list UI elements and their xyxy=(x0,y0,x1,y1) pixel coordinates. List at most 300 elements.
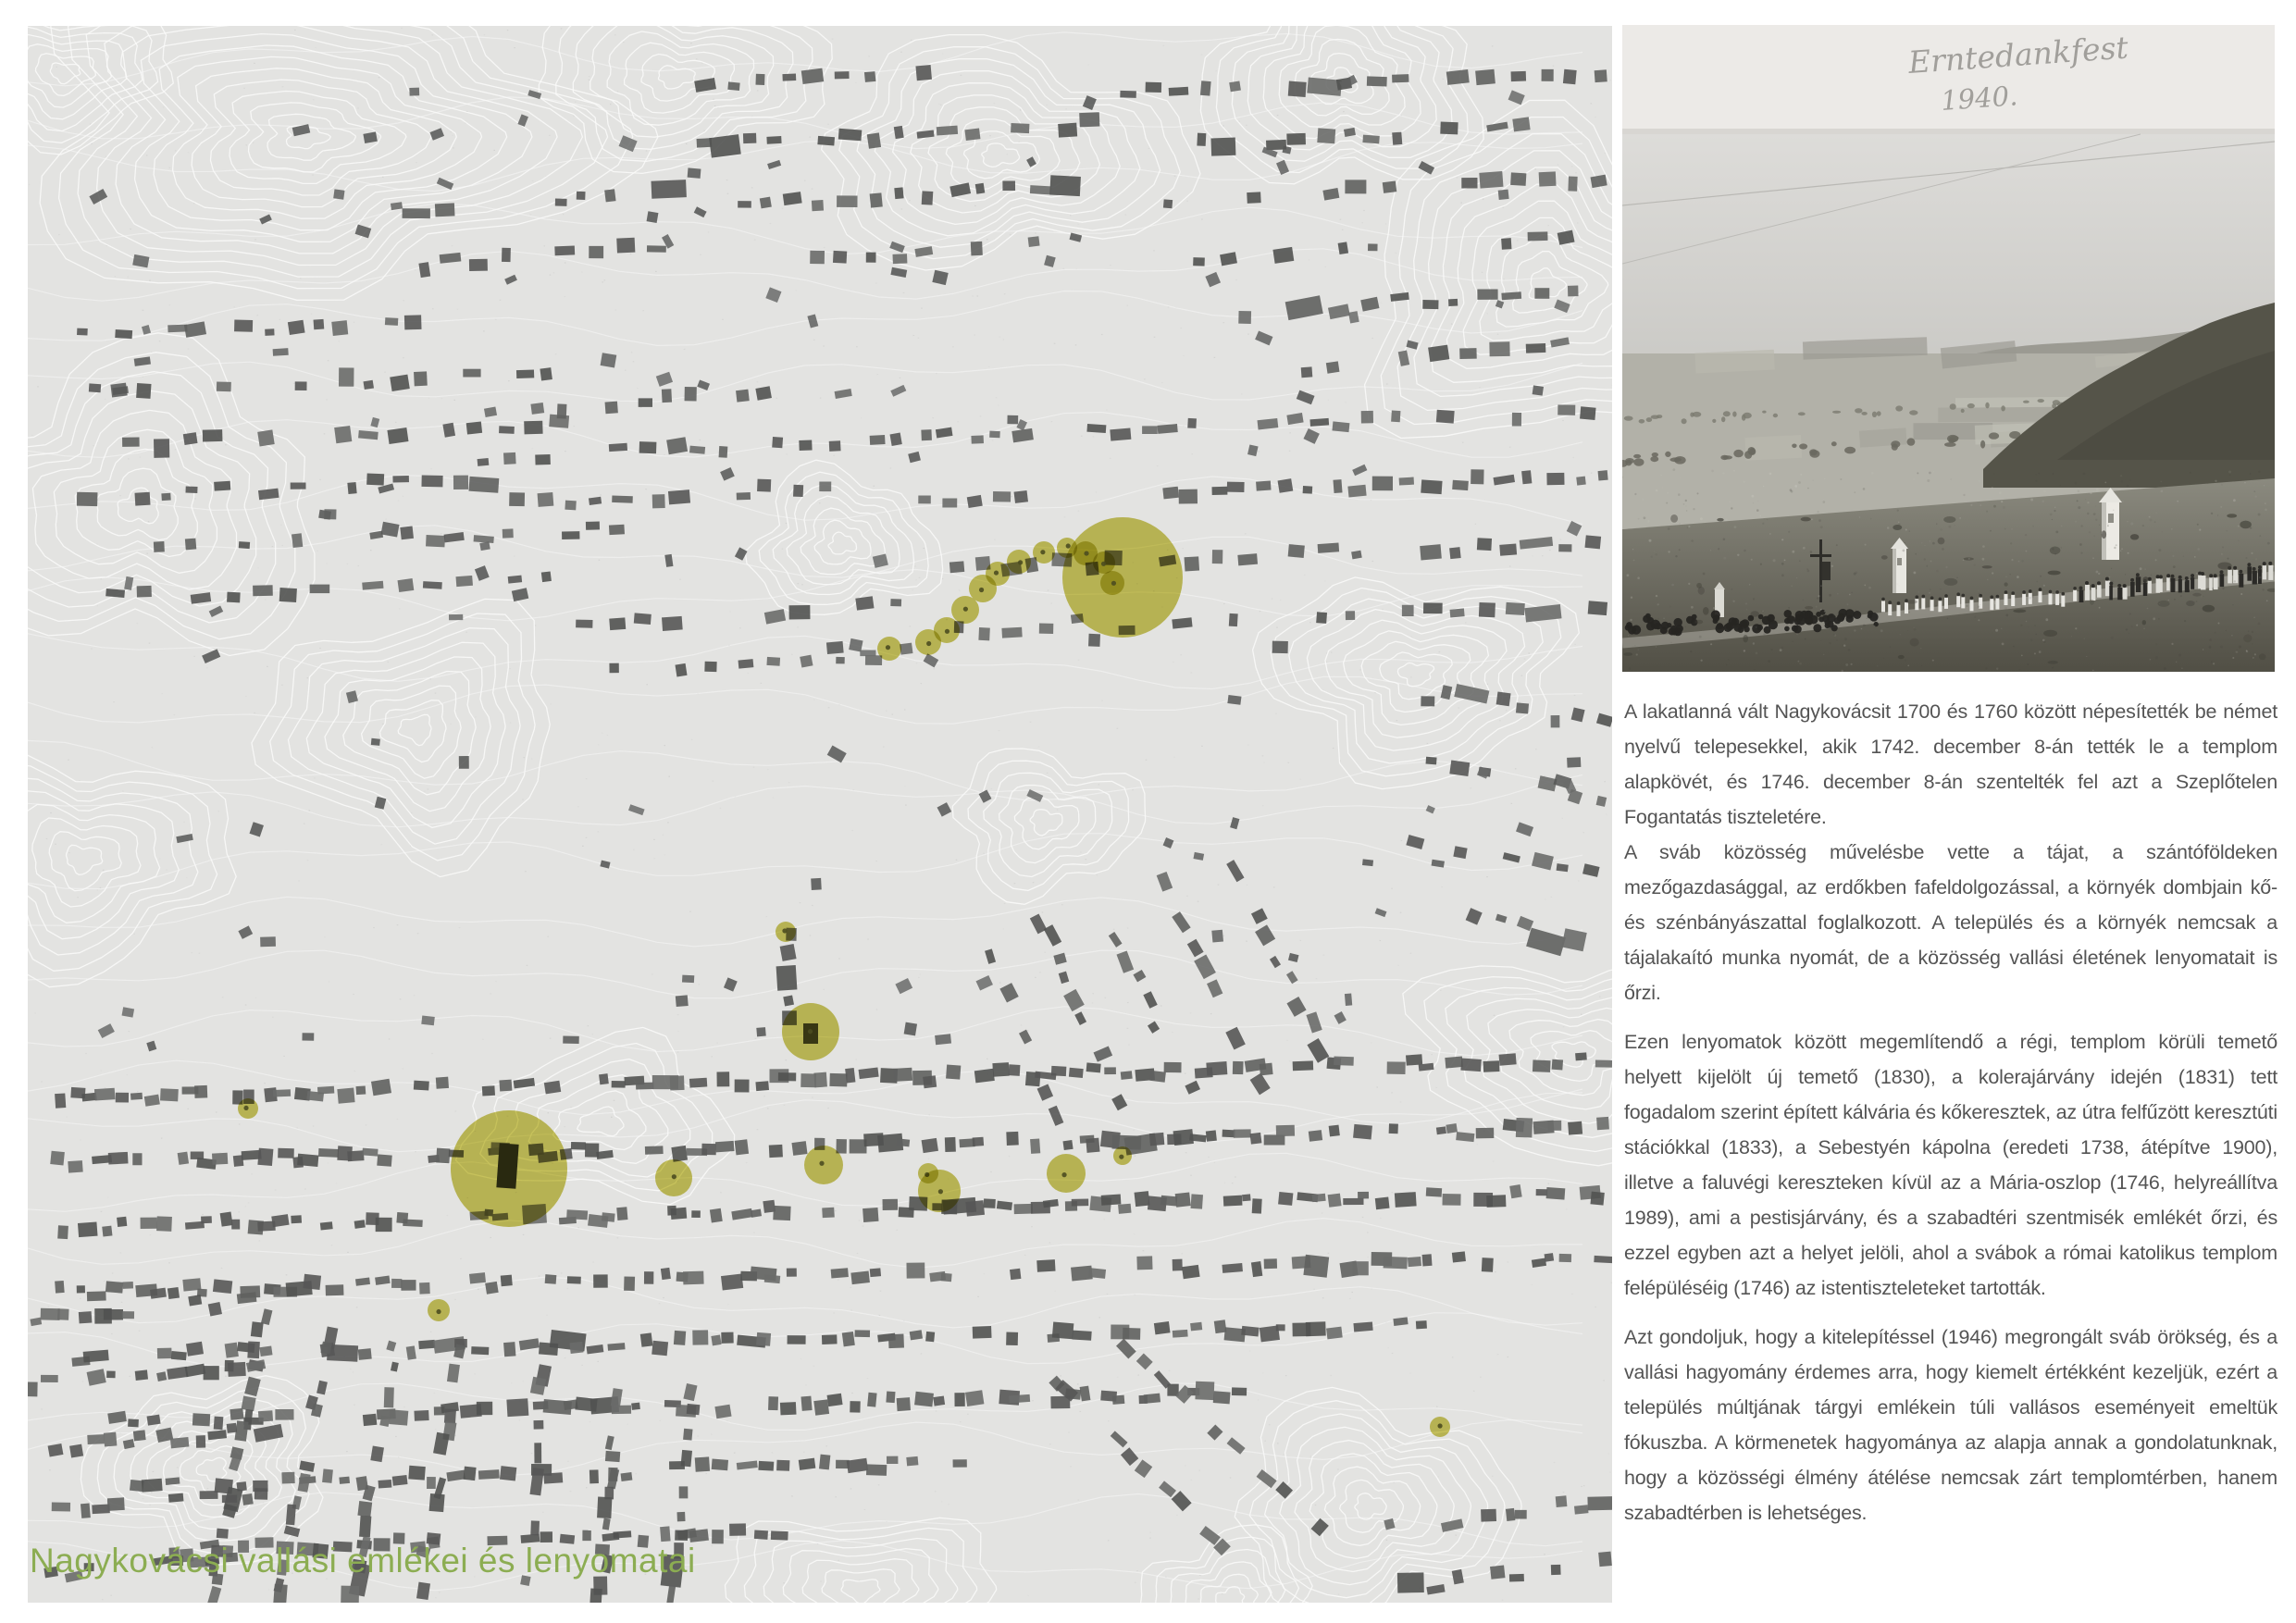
building xyxy=(1595,1060,1612,1068)
building xyxy=(363,1414,377,1426)
building xyxy=(1014,490,1028,503)
building xyxy=(482,1085,495,1096)
building xyxy=(1551,715,1560,727)
building xyxy=(102,1226,112,1237)
building xyxy=(87,1434,105,1444)
paragraph-swabian-community: A sváb közösség művelésbe vette a tájat, a szántóföldeken mezőgazdasággal, az erdőkben fafeldolgozással, a környék dombjain kő- és szénbányászattal foglalkozott. A település és a környék nemcsak a tájalakaító munka nyomát, de a közösség vallási életének lenyomatait is őrzi. xyxy=(1624,841,2277,1004)
building xyxy=(1110,427,1131,440)
building xyxy=(333,189,344,199)
building xyxy=(466,421,482,434)
building xyxy=(813,1072,827,1088)
building xyxy=(1195,1381,1214,1400)
building xyxy=(670,1075,685,1090)
building xyxy=(156,1216,172,1231)
building xyxy=(593,1274,608,1287)
building xyxy=(392,1475,408,1486)
building xyxy=(1446,69,1470,85)
building xyxy=(1506,1508,1515,1521)
building xyxy=(783,996,794,1007)
building xyxy=(194,1085,207,1098)
wayside-chapel-mid xyxy=(1891,538,1908,593)
building xyxy=(563,1036,579,1045)
building xyxy=(1009,1394,1030,1404)
marker-center-dot xyxy=(938,1189,943,1194)
building xyxy=(1501,291,1521,300)
building xyxy=(1421,696,1434,706)
building xyxy=(757,479,771,492)
building xyxy=(773,1206,790,1220)
building xyxy=(644,1271,653,1284)
building xyxy=(1551,1565,1561,1575)
building xyxy=(1542,69,1554,81)
building xyxy=(533,1420,543,1430)
building xyxy=(799,440,812,451)
building xyxy=(1574,1505,1589,1514)
building xyxy=(421,475,442,487)
building xyxy=(341,1586,359,1603)
building xyxy=(1552,1059,1563,1071)
building xyxy=(281,1472,294,1484)
marker-center-dot xyxy=(436,1309,441,1314)
building xyxy=(288,320,305,335)
building xyxy=(683,1429,692,1441)
building xyxy=(499,1080,512,1092)
building xyxy=(1362,859,1373,866)
building xyxy=(371,738,380,746)
building xyxy=(1358,1192,1369,1199)
building xyxy=(737,492,751,500)
building xyxy=(866,253,876,263)
building xyxy=(1118,1204,1131,1214)
building xyxy=(776,1460,789,1471)
building xyxy=(1391,411,1400,423)
building xyxy=(695,1456,710,1471)
building xyxy=(135,492,151,506)
building xyxy=(842,1332,855,1346)
marker-center-dot xyxy=(1084,551,1088,555)
building xyxy=(791,1141,807,1156)
building xyxy=(886,1391,895,1403)
building xyxy=(196,1435,205,1448)
building xyxy=(499,426,515,434)
building xyxy=(1276,1324,1285,1331)
building xyxy=(647,245,666,252)
building xyxy=(273,348,289,356)
building xyxy=(456,576,473,587)
building xyxy=(78,1221,98,1237)
building xyxy=(1440,122,1458,135)
building xyxy=(788,1335,806,1344)
building xyxy=(945,1137,956,1152)
building xyxy=(1452,1251,1466,1262)
building xyxy=(666,437,688,454)
building xyxy=(1238,311,1251,324)
building xyxy=(257,429,275,446)
building xyxy=(57,1225,68,1239)
building xyxy=(41,1308,60,1320)
building xyxy=(414,371,428,386)
building xyxy=(1160,1196,1177,1207)
building xyxy=(1213,1391,1231,1404)
building xyxy=(106,1371,116,1379)
building xyxy=(897,1397,911,1411)
building xyxy=(423,581,442,589)
building xyxy=(589,246,603,258)
building xyxy=(683,1271,704,1285)
building xyxy=(83,1350,109,1363)
building xyxy=(1073,1331,1092,1341)
building xyxy=(1389,1123,1398,1134)
building xyxy=(524,421,542,435)
building xyxy=(201,1216,212,1223)
building xyxy=(540,367,552,380)
building xyxy=(1210,138,1235,156)
building xyxy=(921,429,932,440)
building xyxy=(609,525,625,535)
building xyxy=(675,663,687,677)
building xyxy=(178,1152,189,1165)
building xyxy=(609,663,618,674)
building xyxy=(1039,624,1054,634)
building xyxy=(320,1221,333,1230)
building xyxy=(1079,112,1099,127)
building xyxy=(107,1497,125,1511)
building xyxy=(758,1461,774,1471)
building xyxy=(128,1419,139,1427)
building xyxy=(613,1530,631,1538)
building xyxy=(719,446,728,458)
building xyxy=(1222,1263,1242,1273)
building xyxy=(721,1274,743,1291)
building xyxy=(688,167,701,178)
building xyxy=(1528,231,1548,241)
marker-center-dot xyxy=(1101,562,1106,566)
building xyxy=(453,476,468,489)
building xyxy=(157,1348,172,1359)
building xyxy=(1526,343,1546,353)
building xyxy=(605,1451,620,1462)
paragraph-conclusion: Azt gondoljuk, hogy a kitelepítéssel (1946) megrongált sváb örökség, és a vallási hagyomány érdemes arra, hogy kiemelt értékként kezeljük, ezért a település múltjának tárgyi emlékein túli vallásos eseményeit emeltük fókuszba. A körmenetek hagyománya az alapja annak a gondolatunknak, hogy a közösségi élmény átélése nemcsak zárt templomtérben, hanem szabadtérben is lehetséges. xyxy=(1624,1326,2277,1524)
building xyxy=(1533,385,1544,395)
building xyxy=(1568,177,1577,192)
building xyxy=(1395,1192,1417,1208)
building xyxy=(1512,117,1530,131)
building xyxy=(214,1417,224,1431)
building xyxy=(1422,300,1438,309)
building xyxy=(77,328,88,336)
building xyxy=(670,1208,687,1220)
building xyxy=(1406,1054,1422,1065)
building xyxy=(612,1081,626,1088)
building xyxy=(403,1219,423,1226)
building xyxy=(366,474,384,486)
building xyxy=(500,1466,516,1481)
building xyxy=(217,1529,229,1539)
map-marker xyxy=(804,1146,843,1184)
building xyxy=(231,1220,240,1230)
building xyxy=(436,1148,450,1164)
building xyxy=(1206,1130,1217,1141)
building xyxy=(867,132,881,148)
building xyxy=(170,1437,189,1448)
building xyxy=(1408,1257,1421,1267)
building xyxy=(1288,81,1307,97)
building xyxy=(766,136,781,144)
building xyxy=(826,641,844,654)
building xyxy=(1200,81,1211,95)
building xyxy=(800,1073,816,1087)
building xyxy=(1515,1510,1527,1519)
building xyxy=(601,353,617,367)
building xyxy=(1584,535,1601,549)
building xyxy=(915,65,932,81)
building xyxy=(1334,1057,1354,1066)
building xyxy=(362,1148,378,1157)
building xyxy=(771,1530,788,1540)
topographic-map-panel xyxy=(28,26,1612,1603)
building xyxy=(1007,415,1018,425)
building xyxy=(1421,479,1442,494)
building xyxy=(1086,1138,1099,1153)
building xyxy=(1316,612,1327,624)
building xyxy=(1548,1121,1562,1131)
building xyxy=(1121,1071,1133,1080)
building xyxy=(735,1139,749,1155)
building xyxy=(291,482,306,489)
building xyxy=(358,1348,372,1360)
building xyxy=(1306,1321,1326,1336)
building xyxy=(1058,123,1077,138)
building xyxy=(799,1458,816,1470)
building xyxy=(778,1072,796,1081)
marker-center-dot xyxy=(945,629,949,634)
marker-center-dot xyxy=(1119,1155,1123,1159)
building xyxy=(1590,1192,1604,1206)
building xyxy=(554,245,575,255)
building xyxy=(1158,424,1178,434)
building xyxy=(685,387,697,402)
building xyxy=(1088,634,1100,647)
building xyxy=(621,1472,633,1481)
building xyxy=(831,1268,849,1278)
building xyxy=(1162,487,1179,500)
building xyxy=(356,1085,366,1095)
building xyxy=(1556,1495,1568,1507)
building xyxy=(279,588,297,602)
building xyxy=(989,431,1000,439)
building xyxy=(136,383,151,399)
building xyxy=(888,1334,904,1349)
building xyxy=(391,1279,402,1288)
building xyxy=(674,1331,686,1345)
building xyxy=(652,494,665,508)
building xyxy=(234,319,253,331)
building xyxy=(639,441,657,453)
building xyxy=(469,1272,486,1283)
building xyxy=(675,1530,688,1541)
building xyxy=(1163,199,1173,208)
marker-center-dot xyxy=(1040,550,1045,554)
building xyxy=(1326,361,1340,373)
building xyxy=(812,200,824,211)
building xyxy=(1536,1189,1548,1196)
building xyxy=(357,1501,372,1517)
building xyxy=(183,432,198,445)
building xyxy=(819,1455,830,1470)
building xyxy=(227,592,241,603)
building xyxy=(339,367,354,386)
building xyxy=(1006,1332,1018,1346)
building xyxy=(1088,1268,1106,1279)
building xyxy=(186,1342,204,1357)
building xyxy=(154,541,165,552)
building xyxy=(538,492,554,507)
building xyxy=(789,605,811,619)
building xyxy=(942,498,957,507)
building xyxy=(892,254,907,264)
building xyxy=(1511,71,1527,81)
building xyxy=(668,489,690,504)
building xyxy=(324,509,336,519)
building xyxy=(590,1588,602,1603)
building xyxy=(1011,123,1029,133)
building xyxy=(1250,1133,1262,1145)
building xyxy=(1293,1060,1314,1071)
building xyxy=(463,369,480,378)
building xyxy=(1420,544,1442,560)
building xyxy=(1423,602,1443,613)
building xyxy=(449,614,463,620)
building xyxy=(1516,702,1529,713)
building xyxy=(1309,1130,1322,1142)
building xyxy=(1136,1256,1152,1270)
building xyxy=(117,1217,127,1227)
building xyxy=(1173,1259,1183,1271)
building xyxy=(1595,69,1607,82)
building xyxy=(836,657,845,664)
building xyxy=(609,617,626,630)
building xyxy=(503,1342,515,1357)
building xyxy=(1521,470,1532,484)
building xyxy=(704,662,716,672)
building xyxy=(1580,406,1595,420)
building xyxy=(68,1160,82,1173)
building xyxy=(1482,1258,1494,1272)
building xyxy=(1450,608,1465,617)
building xyxy=(208,1302,222,1317)
building xyxy=(92,1505,110,1515)
building xyxy=(104,1309,123,1320)
building xyxy=(1446,1123,1458,1134)
building xyxy=(679,1486,689,1498)
marker-center-dot xyxy=(819,1161,824,1166)
building xyxy=(278,1148,294,1158)
building xyxy=(1146,82,1162,93)
building xyxy=(295,381,307,390)
building xyxy=(1303,1255,1329,1278)
building xyxy=(508,576,522,584)
building xyxy=(1197,133,1206,146)
building xyxy=(727,81,739,91)
building xyxy=(914,1392,934,1407)
building xyxy=(865,655,882,665)
building xyxy=(427,1477,436,1489)
building xyxy=(1489,341,1509,356)
building xyxy=(1428,345,1449,363)
building xyxy=(676,995,689,1007)
building xyxy=(52,1503,70,1512)
building xyxy=(459,756,469,769)
building xyxy=(993,491,1011,502)
building xyxy=(339,1477,350,1484)
building xyxy=(227,1423,237,1433)
building xyxy=(863,1208,878,1222)
building xyxy=(1333,479,1342,493)
building xyxy=(156,1371,167,1381)
building xyxy=(870,435,886,445)
building xyxy=(984,1198,996,1208)
building xyxy=(1512,413,1521,427)
building xyxy=(838,129,863,142)
map-title: Nagykovácsi vallási emlékei és lenyomatai xyxy=(30,1542,696,1580)
building xyxy=(259,1345,272,1357)
building xyxy=(1546,1187,1566,1200)
building xyxy=(555,199,567,206)
building xyxy=(716,1072,729,1086)
building xyxy=(616,238,635,254)
building xyxy=(738,659,754,668)
building xyxy=(597,1497,612,1518)
building xyxy=(822,1208,835,1218)
building xyxy=(110,383,127,398)
building xyxy=(1227,482,1245,492)
building xyxy=(1426,1187,1442,1196)
building xyxy=(132,1153,142,1165)
marker-center-dot xyxy=(926,641,931,646)
building xyxy=(203,429,223,441)
building xyxy=(168,1493,184,1503)
building xyxy=(1242,1194,1251,1201)
building xyxy=(387,427,408,444)
marker-center-dot xyxy=(782,928,787,933)
building xyxy=(204,1366,219,1380)
building xyxy=(1353,1261,1369,1275)
building xyxy=(827,1394,843,1406)
building xyxy=(964,128,980,141)
building xyxy=(55,1281,65,1294)
building xyxy=(105,1281,123,1293)
paper-fold-shadow xyxy=(1622,129,2275,134)
building xyxy=(946,1064,961,1079)
wayside-chapel-tall xyxy=(2099,488,2122,560)
building xyxy=(769,1145,783,1158)
building xyxy=(297,1154,318,1167)
building xyxy=(478,458,490,466)
building xyxy=(421,1016,435,1026)
marker-center-dot xyxy=(1061,1172,1066,1177)
building xyxy=(887,1456,898,1464)
building xyxy=(1086,424,1106,433)
building xyxy=(605,402,618,415)
building xyxy=(1123,1328,1140,1340)
building xyxy=(1345,994,1352,1006)
building xyxy=(576,620,592,628)
building xyxy=(1288,544,1305,558)
building xyxy=(1036,1259,1055,1272)
building xyxy=(1135,1191,1150,1207)
building xyxy=(1328,1194,1342,1208)
building xyxy=(516,369,534,378)
